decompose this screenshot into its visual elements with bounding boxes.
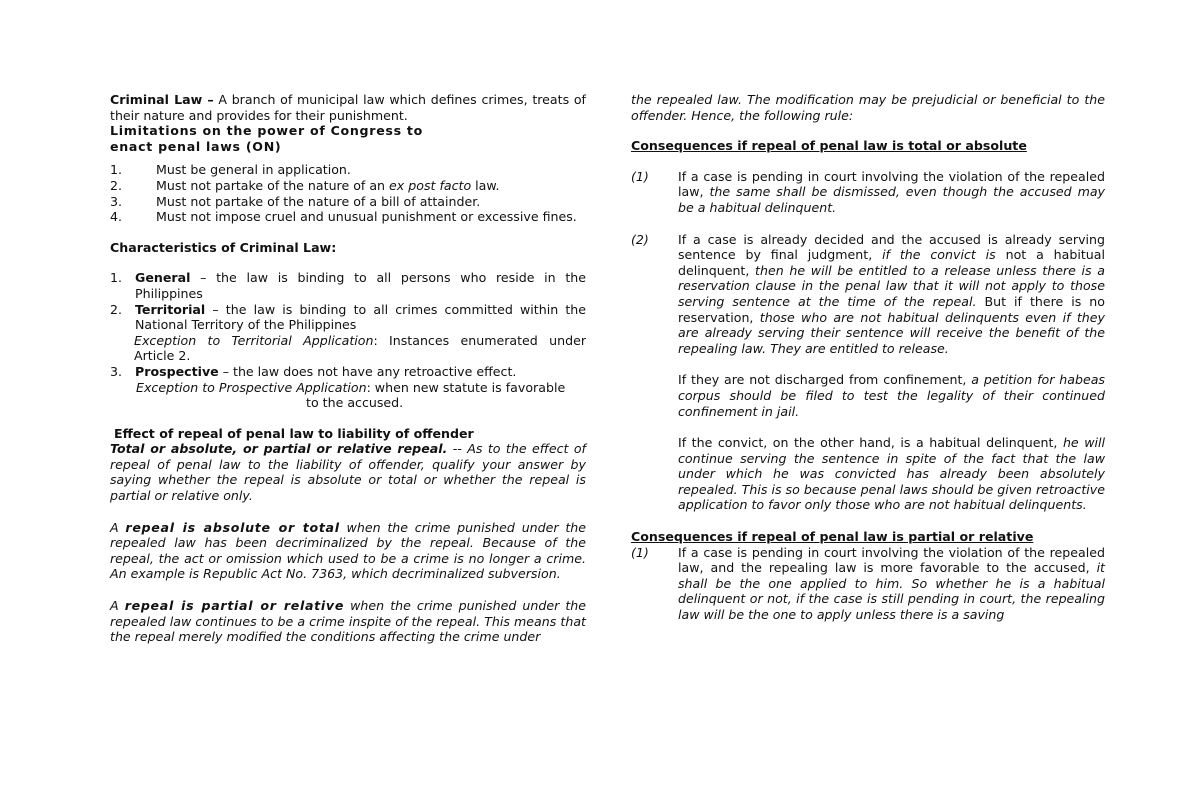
characteristics-heading: Characteristics of Criminal Law:: [110, 239, 337, 255]
criminal-law-definition: [110, 92, 586, 123]
characteristic-term: Territorial: [135, 301, 206, 317]
text-part: If a case is pending in court involving the violation of the repealed law, and the repealing law is more favorable to the accused,: [678, 544, 1105, 576]
text-emphasis: then he will be entitled to a release unless there is a reservation clause in the penal law that it will not apply to those serving sentence at the time of the repeal.: [678, 262, 1105, 309]
list-item-text-part: Must not partake of the nature of an: [156, 177, 390, 193]
list-item-text: [135, 364, 586, 380]
discharge-paragraph: [631, 372, 1105, 419]
effect-heading: Effect of repeal of penal law to liability of offender: [114, 425, 474, 441]
text-emphasis: a petition for habeas corpus should be filed to test the legality of their continued confinement in jail.: [678, 372, 1105, 419]
list-item-number: (1): [631, 544, 649, 560]
text-part: If a case is already decided and the accused is already serving sentence by final judgment,: [678, 231, 1105, 263]
territorial-exception: [110, 333, 586, 364]
list-item-number: 2.: [110, 301, 123, 317]
habitual-delinquent-paragraph: [631, 435, 1105, 513]
list-item-text: [156, 194, 586, 210]
list-item-text: [156, 178, 586, 194]
list-item: [631, 545, 1105, 623]
text-emphasis: those who are not habitual delinquents even if they are already serving their sentence will receive the benefit of the repealing law. They are entitled to release.: [678, 309, 1105, 356]
list-item: [631, 169, 1105, 216]
list-item-emphasis: ex post facto: [389, 177, 472, 193]
list-item-text: [678, 169, 1105, 216]
list-item-text: [678, 232, 1105, 357]
list-item: [110, 178, 586, 194]
effect-lead: Total or absolute, or partial or relative repeal.: [110, 441, 448, 457]
list-item-text: [156, 209, 586, 225]
criminal-law-definition-text: A branch of municipal law which defines crimes, treats of their nature and provides for their punishment.: [110, 92, 586, 123]
text-emphasis: he will continue serving the sentence in spite of the fact that the law under which he was convicted has already been absolutely repealed. This is so because penal laws should be given retroactive application to favor only those who are not habitual delinquents.: [678, 435, 1105, 513]
effect-paragraph: [110, 441, 586, 503]
exception-label: Exception to Prospective Application: [136, 379, 367, 395]
text-part: not a habitual delinquent,: [678, 247, 1105, 278]
list-item: [110, 270, 586, 301]
exception-text: : Instances enumerated under Article 2.: [134, 332, 586, 364]
partial-repeal-term: repeal is partial or relative: [124, 598, 345, 614]
list-item: [631, 232, 1105, 357]
list-item-text-part: law.: [471, 177, 500, 193]
characteristic-text: – the law is binding to all crimes committed within the National Territory of the Philippines: [135, 301, 586, 333]
prospective-exception: [110, 380, 586, 396]
limitations-heading: Limitations on the power of Congress to enact penal laws (ON): [110, 123, 423, 154]
exception-label: Exception to Territorial Application: [134, 332, 374, 348]
list-item-text-part: Must be general in application.: [156, 162, 351, 178]
list-item-number: 3.: [110, 363, 123, 379]
list-item-number: 2.: [110, 177, 123, 193]
list-item: [110, 209, 586, 225]
list-item-number: 4.: [110, 209, 123, 225]
text-part: If the convict, on the other hand, is a habitual delinquent,: [678, 435, 1063, 451]
list-item-number: 1.: [110, 162, 123, 178]
characteristic-term: Prospective: [135, 363, 219, 379]
list-item-text-part: Must not partake of the nature of a bill of attainder.: [156, 193, 481, 209]
limitations-list: [110, 162, 586, 224]
right-column: [631, 92, 1105, 623]
characteristic-text: – the law does not have any retroactive effect.: [218, 363, 517, 379]
list-item-text: [135, 302, 586, 333]
list-item-number: 1.: [110, 270, 123, 286]
absolute-repeal-text: when the crime punished under the repealed law has been decriminalized by the repeal. Because of the repeal, the act or omission which used to be a crime is no longer a crime. An example is Republic Act No. 7363, which decriminalized subversion.: [110, 519, 587, 582]
characteristic-text: – the law is binding to all persons who reside in the Philippines: [135, 270, 586, 301]
continued-paragraph: the repealed law. The modification may be prejudicial or beneficial to the offender. Hence, the following rule:: [631, 92, 1105, 123]
list-item: [110, 194, 586, 210]
text-part: A: [110, 519, 126, 535]
partial-repeal-text: when the crime punished under the repealed law continues to be a crime inspite of the repeal. This means that the repeal merely modified the conditions affecting the crime under: [110, 598, 587, 645]
exception-text: : when new statute is favorable: [366, 379, 566, 395]
list-item-text: [156, 162, 586, 178]
total-repeal-heading: Consequences if repeal of penal law is total or absolute: [631, 138, 1027, 154]
absolute-repeal-paragraph: [110, 520, 586, 582]
text-part: But if there is no reservation,: [678, 293, 1105, 325]
text-emphasis: it shall be the one applied to him. So whether he is a habitual delinquent or not, if the case is still pending in court, the repealing law will be the one to apply unless there is a saving: [678, 560, 1105, 623]
characteristic-term: General: [135, 270, 191, 286]
text-emphasis: if the convict is: [882, 247, 996, 263]
partial-repeal-paragraph: [110, 598, 586, 645]
prospective-exception-continued: to the accused.: [306, 395, 404, 411]
list-item: [110, 364, 586, 380]
text-part: A: [110, 598, 125, 614]
characteristics-list: [110, 270, 586, 410]
list-item-number: (2): [631, 231, 649, 247]
list-item-number: 3.: [110, 193, 123, 209]
list-item: [110, 302, 586, 333]
list-item: [110, 162, 586, 178]
absolute-repeal-term: repeal is absolute or total: [125, 519, 340, 535]
list-item-text-part: Must not impose cruel and unusual punishment or excessive fines.: [156, 209, 577, 225]
text-part: If a case is pending in court involving the violation of the repealed law,: [678, 168, 1105, 200]
text-part: If they are not discharged from confinement,: [678, 372, 972, 388]
partial-repeal-heading: Consequences if repeal of penal law is partial or relative: [631, 529, 1034, 545]
list-item-number: (1): [631, 168, 649, 184]
effect-text: -- As to the effect of repeal of penal law to the liability of offender, qualify your answer by saying whether the repeal is absolute or total or whether the repeal is partial or relative only.: [110, 441, 586, 504]
criminal-law-term: Criminal Law –: [110, 92, 214, 107]
list-item-text: [678, 545, 1105, 623]
list-item-text: [135, 270, 586, 301]
text-emphasis: the same shall be dismissed, even though the accused may be a habitual delinquent.: [678, 184, 1106, 215]
left-column: [110, 92, 586, 645]
